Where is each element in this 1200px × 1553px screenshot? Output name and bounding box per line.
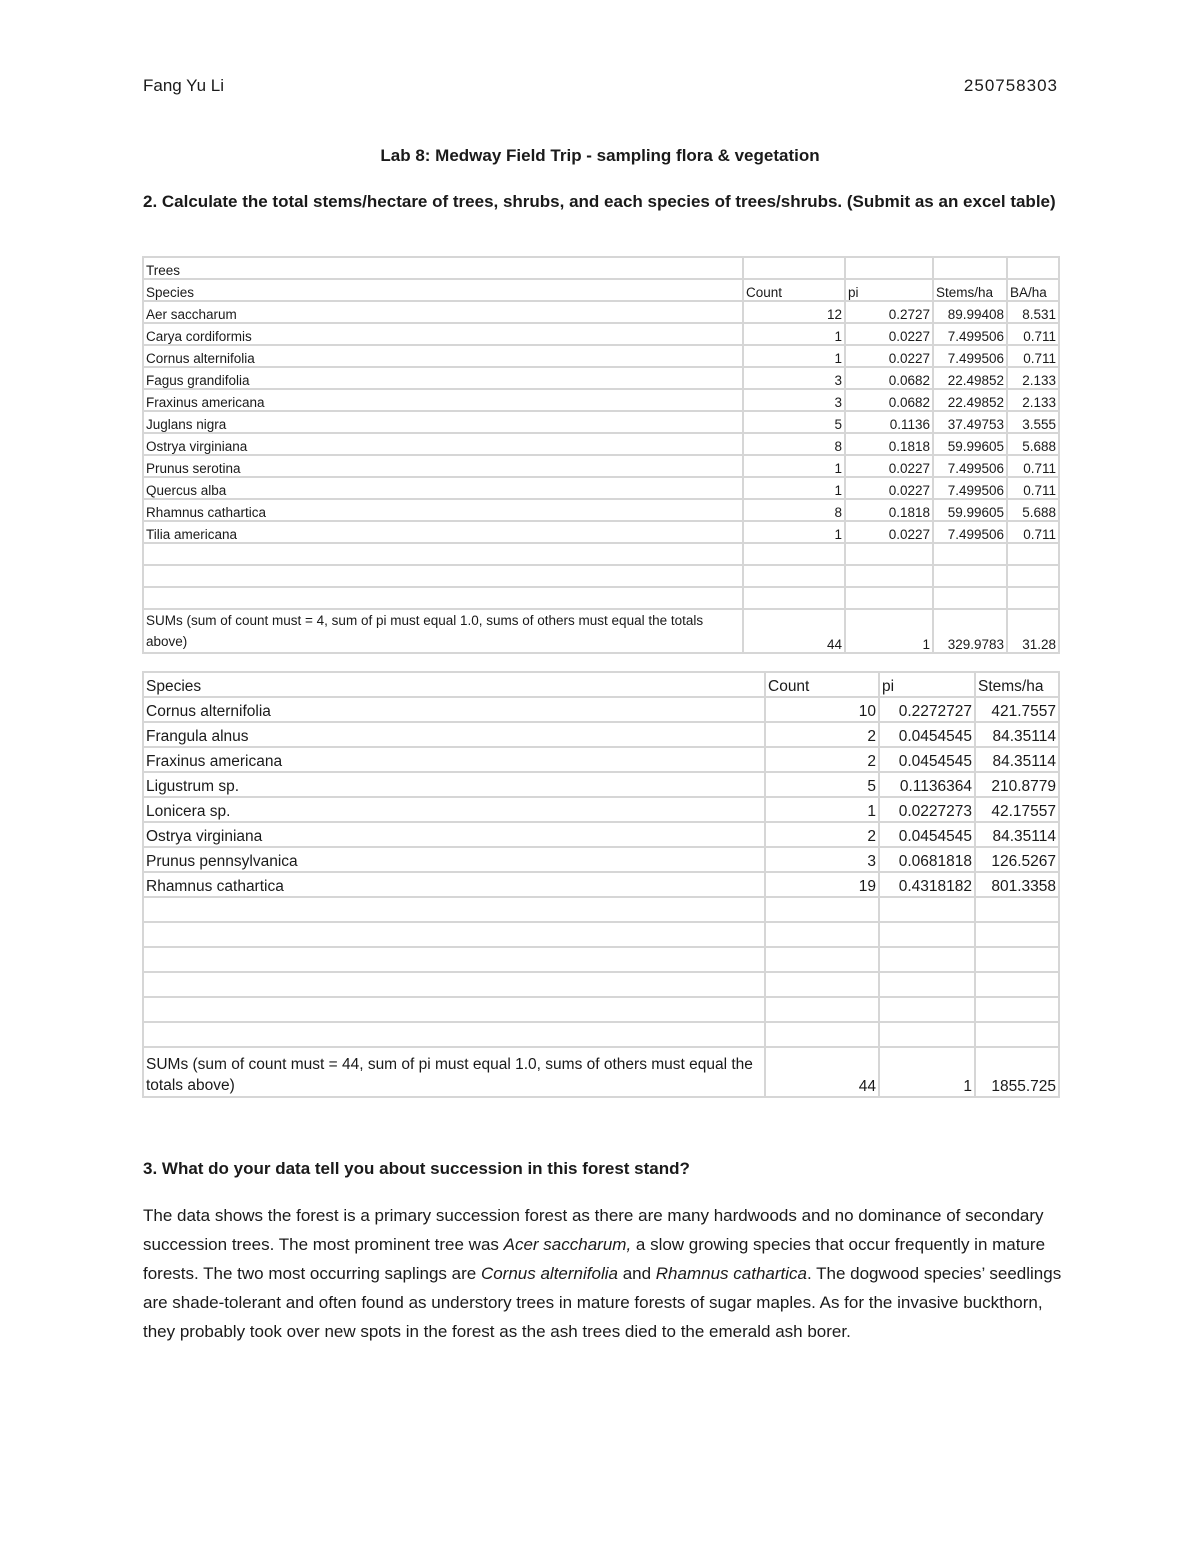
cell-stems: 7.499506 [933,323,1007,345]
cell-stems: 84.35114 [975,722,1059,747]
species-name: Cornus alternifolia [480,1264,618,1283]
cell-species: Aer saccharum [143,301,743,323]
table-row [143,433,1059,455]
table-row [143,389,1059,411]
cell-pi: 0.0227 [845,345,933,367]
cell-pi: 0.1136 [845,411,933,433]
cell-ba: 0.711 [1007,455,1059,477]
cell-count: 19 [765,872,879,897]
table-row [143,847,1059,872]
sum-row [143,609,1059,653]
cell-stems: 421.7557 [975,697,1059,722]
cell-count: 1 [765,797,879,822]
sum-stems: 1855.725 [975,1047,1059,1097]
cell-ba: 5.688 [1007,499,1059,521]
cell-ba: 0.711 [1007,345,1059,367]
col-header-pi: pi [879,672,975,697]
trees-caption: Trees [143,257,743,279]
cell-species: Rhamnus cathartica [143,872,765,897]
cell-species: Frangula alnus [143,722,765,747]
sum-pi: 1 [845,609,933,653]
empty-row [143,997,1059,1022]
sum-stems: 329.9783 [933,609,1007,653]
sum-pi: 1 [879,1047,975,1097]
table-row [143,411,1059,433]
col-header-ba: BA/ha [1007,279,1059,301]
answer-text-4: . The dogwood species’ seedlings are shade-tolerant and often found as understory trees in mature forests of sugar maples. As for the invasive buckthorn, they probably took over new spots in the forest as the ash trees died to the emerald ash borer. [143,1264,1062,1341]
trees-header-row [143,279,1059,301]
col-header-species: Species [143,672,765,697]
sum-count: 44 [743,609,845,653]
page-title: Lab 8: Medway Field Trip - sampling flora & vegetation [380,146,820,165]
cell-ba: 2.133 [1007,389,1059,411]
empty-row [143,922,1059,947]
table-row [143,323,1059,345]
cell-ba: 3.555 [1007,411,1059,433]
cell-stems: 59.99605 [933,433,1007,455]
cell-count: 3 [765,847,879,872]
cell-species: Ostrya virginiana [143,822,765,847]
cell-count: 12 [743,301,845,323]
empty-row [143,565,1059,587]
cell-ba: 2.133 [1007,367,1059,389]
cell-ba: 8.531 [1007,301,1059,323]
author-name: Fang Yu Li [143,76,224,95]
cell-count: 1 [743,455,845,477]
cell-pi: 0.1818 [845,433,933,455]
cell-pi: 0.1136364 [879,772,975,797]
table-row [143,872,1059,897]
col-header-count: Count [765,672,879,697]
sum-label: SUMs (sum of count must = 4, sum of pi must equal 1.0, sums of others must equal the totals above) [143,609,743,653]
table-row [143,521,1059,543]
cell-count: 3 [743,367,845,389]
cell-stems: 22.49852 [933,367,1007,389]
table-row [143,477,1059,499]
cell-stems: 84.35114 [975,822,1059,847]
empty-row [143,897,1059,922]
cell-stems: 801.3358 [975,872,1059,897]
question-3: 3. What do your data tell you about succession in this forest stand? [143,1159,690,1178]
empty-row [143,587,1059,609]
cell-species: Carya cordiformis [143,323,743,345]
cell-species: Juglans nigra [143,411,743,433]
cell-species: Fraxinus americana [143,747,765,772]
table-row [143,499,1059,521]
cell-stems: 84.35114 [975,747,1059,772]
cell-species: Prunus serotina [143,455,743,477]
cell-stems: 7.499506 [933,477,1007,499]
cell-count: 1 [743,323,845,345]
cell-species: Quercus alba [143,477,743,499]
col-header-stems: Stems/ha [933,279,1007,301]
table-row [143,697,1059,722]
trees-table [142,256,1060,654]
cell-pi: 0.0227 [845,521,933,543]
col-header-species: Species [143,279,743,301]
table-row [143,455,1059,477]
answer-paragraph [143,1201,1063,1346]
cell-stems: 210.8779 [975,772,1059,797]
cell-species: Ligustrum sp. [143,772,765,797]
table-row [143,822,1059,847]
cell-pi: 0.0454545 [879,747,975,772]
student-id: 250758303 [963,76,1058,95]
sum-row [143,1047,1059,1097]
cell-pi: 0.0454545 [879,822,975,847]
cell-count: 2 [765,822,879,847]
cell-species: Fagus grandifolia [143,367,743,389]
cell-species: Lonicera sp. [143,797,765,822]
cell-stems: 7.499506 [933,521,1007,543]
cell-pi: 0.4318182 [879,872,975,897]
cell-count: 5 [765,772,879,797]
cell-species: Cornus alternifolia [143,345,743,367]
cell-ba: 5.688 [1007,433,1059,455]
cell-stems: 7.499506 [933,455,1007,477]
cell-pi: 0.0227 [845,323,933,345]
cell-ba: 0.711 [1007,521,1059,543]
table-row [143,367,1059,389]
col-header-stems: Stems/ha [975,672,1059,697]
table-row [143,722,1059,747]
cell-count: 1 [743,521,845,543]
cell-species: Ostrya virginiana [143,433,743,455]
question-2: 2. Calculate the total stems/hectare of trees, shrubs, and each species of trees/shrubs. (Submit as an excel table) [143,192,1056,211]
table-row [143,772,1059,797]
cell-count: 5 [743,411,845,433]
table-row [143,345,1059,367]
cell-stems: 7.499506 [933,345,1007,367]
cell-stems: 89.99408 [933,301,1007,323]
cell-species: Tilia americana [143,521,743,543]
cell-stems: 37.49753 [933,411,1007,433]
cell-pi: 0.0227273 [879,797,975,822]
answer-text-2: a slow growing species that occur frequently in mature forests. The two most occurring saplings are [143,1235,1046,1283]
cell-species: Fraxinus americana [143,389,743,411]
sum-count: 44 [765,1047,879,1097]
sum-label: SUMs (sum of count must = 44, sum of pi must equal 1.0, sums of others must equal the totals above) [143,1047,765,1097]
sum-ba: 31.28 [1007,609,1059,653]
table-row [143,301,1059,323]
cell-pi: 0.0681818 [879,847,975,872]
cell-pi: 0.0227 [845,477,933,499]
cell-pi: 0.0682 [845,389,933,411]
cell-pi: 0.1818 [845,499,933,521]
cell-pi: 0.0454545 [879,722,975,747]
shrubs-table [142,671,1060,1098]
answer-text-3: and [617,1264,656,1283]
cell-count: 8 [743,433,845,455]
cell-pi: 0.2727 [845,301,933,323]
shrubs-header-row [143,672,1059,697]
cell-species: Rhamnus cathartica [143,499,743,521]
cell-count: 1 [743,345,845,367]
answer-text-1: The data shows the forest is a primary succession forest as there are many hardwoods and no dominance of secondary succession trees. The most prominent tree was [143,1206,1044,1254]
col-header-count: Count [743,279,845,301]
cell-count: 2 [765,747,879,772]
cell-stems: 59.99605 [933,499,1007,521]
col-header-pi: pi [845,279,933,301]
cell-count: 10 [765,697,879,722]
cell-count: 3 [743,389,845,411]
table-row [143,747,1059,772]
cell-count: 8 [743,499,845,521]
cell-stems: 126.5267 [975,847,1059,872]
cell-ba: 0.711 [1007,323,1059,345]
table-row [143,797,1059,822]
cell-species: Cornus alternifolia [143,697,765,722]
empty-row [143,972,1059,997]
cell-pi: 0.2272727 [879,697,975,722]
cell-stems: 42.17557 [975,797,1059,822]
cell-count: 1 [743,477,845,499]
cell-pi: 0.0682 [845,367,933,389]
species-name: Acer saccharum, [503,1235,632,1254]
cell-pi: 0.0227 [845,455,933,477]
species-name: Rhamnus cathartica [655,1264,807,1283]
empty-row [143,543,1059,565]
empty-row [143,1022,1059,1047]
cell-species: Prunus pennsylvanica [143,847,765,872]
trees-caption-row [143,257,1059,279]
empty-row [143,947,1059,972]
cell-count: 2 [765,722,879,747]
cell-ba: 0.711 [1007,477,1059,499]
cell-stems: 22.49852 [933,389,1007,411]
